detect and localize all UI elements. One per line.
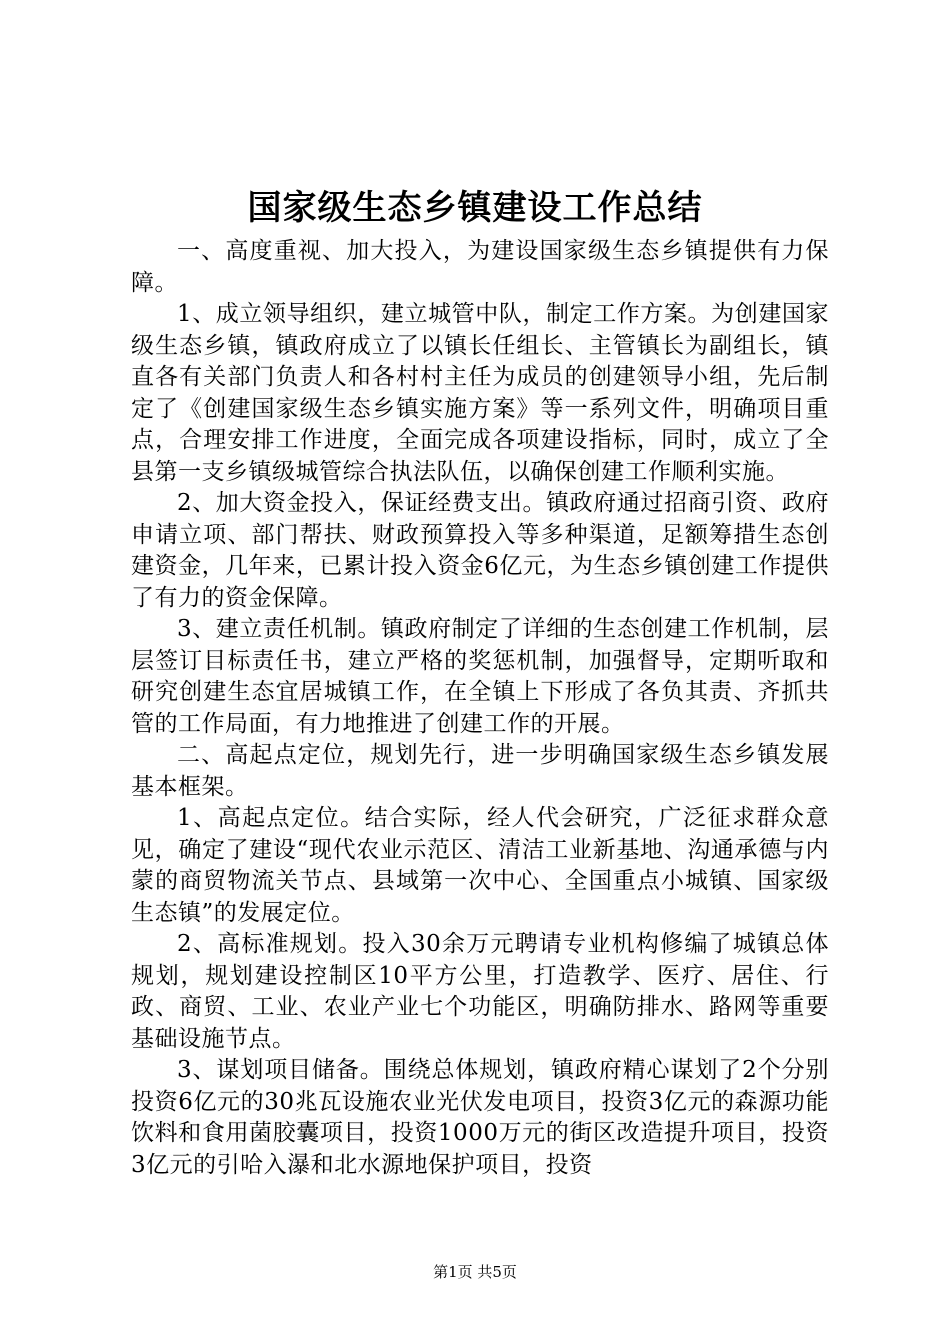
paragraph-1-3: 3、建立责任机制。镇政府制定了详细的生态创建工作机制，层层签订目标责任书，建立严格的奖惩机制，加强督导，定期听取和研究创建生态宜居城镇工作，在全镇上下形成了各负其责、齐抓共管的工作局面，有力地推进了创建工作的开展。	[131, 616, 829, 737]
paragraph-1-2: 2、加大资金投入，保证经费支出。镇政府通过招商引资、政府申请立项、部门帮扶、财政预算投入等多种渠道，足额筹措生态创建资金，几年来，已累计投入资金6亿元，为生态乡镇创建工作提供了有力的资金保障。	[131, 490, 829, 611]
document-title: 国家级生态乡镇建设工作总结	[247, 188, 703, 228]
paragraph-2-1: 1、高起点定位。结合实际，经人代会研究，广泛征求群众意见，确定了建设“现代农业示范区、清洁工业新基地、沟通承德与内蒙的商贸物流关节点、县域第一次中心、全国重点小城镇、国家级生态镇”的发展定位。	[131, 805, 829, 926]
paragraph-1-1: 1、成立领导组织，建立城管中队，制定工作方案。为创建国家级生态乡镇，镇政府成立了以镇长任组长、主管镇长为副组长，镇直各有关部门负责人和各村村主任为成员的创建领导小组，先后制定了《创建国家级生态乡镇实施方案》等一系列文件，明确项目重点，合理安排工作进度，全面完成各项建设指标，同时，成立了全县第一支乡镇级城管综合执法队伍，以确保创建工作顺利实施。	[131, 301, 829, 485]
paragraph-2-3: 3、谋划项目储备。围绕总体规划，镇政府精心谋划了2个分别投资6亿元的30兆瓦设施农业光伏发电项目，投资3亿元的森源功能饮料和食用菌胶囊项目，投资1000万元的街区改造提升项目，投资3亿元的引哈入瀑和北水源地保护项目，投资	[131, 1057, 829, 1178]
document-body	[131, 236, 829, 1181]
section-heading-1: 一、高度重视、加大投入，为建设国家级生态乡镇提供有力保障。	[131, 238, 829, 296]
section-heading-2: 二、高起点定位，规划先行，进一步明确国家级生态乡镇发展基本框架。	[131, 742, 829, 800]
paragraph-2-2: 2、高标准规划。投入30余万元聘请专业机构修编了城镇总体规划，规划建设控制区10平方公里，打造教学、医疗、居住、行政、商贸、工业、农业产业七个功能区，明确防排水、路网等重要基础设施节点。	[131, 931, 829, 1052]
page-footer: 第1页 共5页	[433, 1263, 517, 1281]
